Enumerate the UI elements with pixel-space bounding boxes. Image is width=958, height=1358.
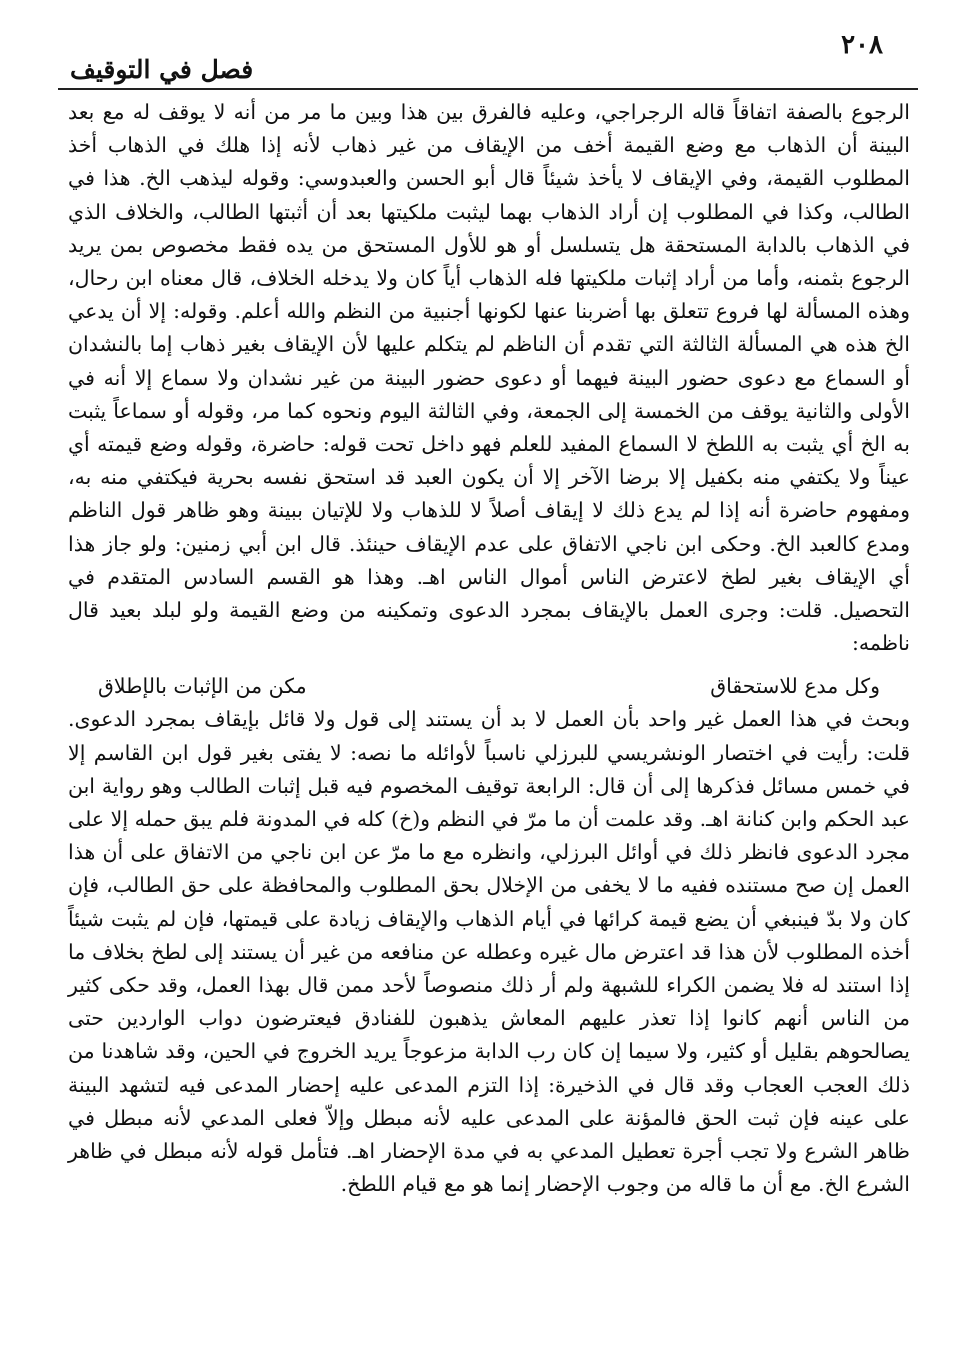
paragraph-1: الرجوع بالصفة اتفاقاً قاله الرجراجي، وعليه فالفرق بين هذا وبين ما مر من أنه لا يوقف له مع بعد البينة أن الذهاب مع وضع القيمة أخف من الإيقاف من غير ذهاب لأنه إذا هلك في الذهاب أخذ المطلوب القيمة، وفي الإيقاف لا يأخذ شيئاً قال أبو الحسن والعبدوسي: وقوله ليذهب الخ. هذا في الطالب، وكذا في المطلوب إن أراد الذهاب بهما ليثبت ملكيتها بعد أن أثبتها الطالب، والخلاف الذي في الذهاب بالدابة المستحقة هل يتسلسل أو هو للأول المستحق من يده فقط مخصوص بمن يريد الرجوع بثمنه، وأما من أراد إثبات ملكيتها فله الذهاب أياً كان ولا يدخله الخلاف، قال معناه ابن رحال، وهذه المسألة لها فروع تتعلق بها أضربنا عنها لكونها أجنبية من النظم والله أعلم. وقوله: إلا أن يدعي الخ هذه هي المسألة الثالثة التي تقدم أن الناظم لم يتكلم عليها لأن الإيقاف بغير ذهاب إما بالنشدان أو السماع مع دعوى حضور البينة فيهما أو دعوى حضور البينة من غير نشدان ولا سماع إلا أنه في الأولى والثانية يوقف من الخمسة إلى الجمعة، وفي الثالثة اليوم ونحوه كما مر، وقوله أو سماعاً يثبت به الخ أي يثبت به اللطخ لا السماع المفيد للعلم فهو داخل تحت قوله: حاضرة، وقوله وضع قيمته أي عيناً ولا يكتفي منه بكفيل إلا برضا الآخر إلا أن يكون العبد قد استحق نفسه بحرية فيكتفي منه به، ومفهوم حاضرة أنه إذا لم يدع ذلك لا إيقاف أصلاً لا للذهاب ولا للإتيان ببينة وهو ظاهر قول الناظم ومدع كالعبد الخ. وحكى ابن ناجي الاتفاق على عدم الإيقاف حينئذ. قال ابن أبي زمنين: ولو جاز هذا أي الإيقاف بغير لطخ لاعترض الناس أموال الناس اهـ. وهذا هو القسم السادس المتقدم في التحصيل. قلت: وجرى العمل بالإيقاف بمجرد الدعوى وتمكينه من وضع القيمة ولو لبلد بعيد قال ناظمه:	[68, 100, 910, 656]
header-rule	[58, 88, 918, 90]
verse-second-hemistich: مكن من الإثبات بالإطلاق	[98, 674, 307, 699]
running-title: فصل في التوقيف	[70, 55, 254, 84]
page-number: ٢٠٨	[841, 30, 883, 60]
body-text	[68, 96, 910, 1202]
verse-line	[98, 670, 880, 703]
verse-first-hemistich: وكل مدع للاستحقاق	[710, 674, 880, 699]
paragraph-2: وبحث في هذا العمل غير واحد بأن العمل لا بد أن يستند إلى قول ولا قائل بإيقاف بمجرد الدعوى. قلت: رأيت في اختصار الونشريسي للبرزلي ناسباً لأوائله ما نصه: لا يفتى بغير قول ابن القاسم إلا في خمس مسائل فذكرها إلى أن قال: الرابعة توقيف المخصوم فيه قبل إثبات الطالب وهو رواية ابن عبد الحكم وابن كنانة اهـ. وقد علمت أن ما مرّ في النظم و(خ) كله في المدونة فلم يبق حمله إلا على مجرد الدعوى فانظر ذلك في أوائل البرزلي، وانظره مع ما مرّ عن ابن ناجي من الاتفاق على أن هذا العمل إن صح مستنده ففيه ما لا يخفى من الإخلال بحق المطلوب والمحافظة على حق الطالب، فإن كان ولا بدّ فينبغي أن يضع قيمة كرائها في أيام الذهاب والإيقاف زيادة على قيمتها، فإن لم يثبت شيئاً أخذه المطلوب لأن هذا قد اعترض مال غيره وعطله عن منافعه من غير أن يستند إلى لطخ بخلاف ما إذا استند له فلا يضمن الكراء للشبهة ولم أر ذلك منصوصاً لأحد ممن قال بهذا العمل، وقد حكى كثير من الناس أنهم كانوا إذا تعذر عليهم المعاش يذهبون للفنادق فيعترضون دواب الواردين حتى يصالحوهم بقليل أو كثير، ولا سيما إن كان رب الدابة مزعوجاً يريد الخروج في الحين، وقد شاهدنا من ذلك العجب العجاب وقد قال في الذخيرة: إذا التزم المدعى عليه إحضار المدعى فيه لتشهد البينة على عينه فإن ثبت الحق فالمؤنة على المدعى عليه لأنه مبطل وإلاّ فعلى المدعي لأنه مبطل في ظاهر الشرع ولا تجب أجرة تعطيل المدعي به في مدة الإحضار اهـ. فتأمل قوله لأنه مبطل في ظاهر الشرع الخ. مع أن ما قاله من وجوب الإحضار إنما هو مع قيام اللطخ.	[68, 707, 910, 1197]
page-header	[70, 30, 883, 88]
